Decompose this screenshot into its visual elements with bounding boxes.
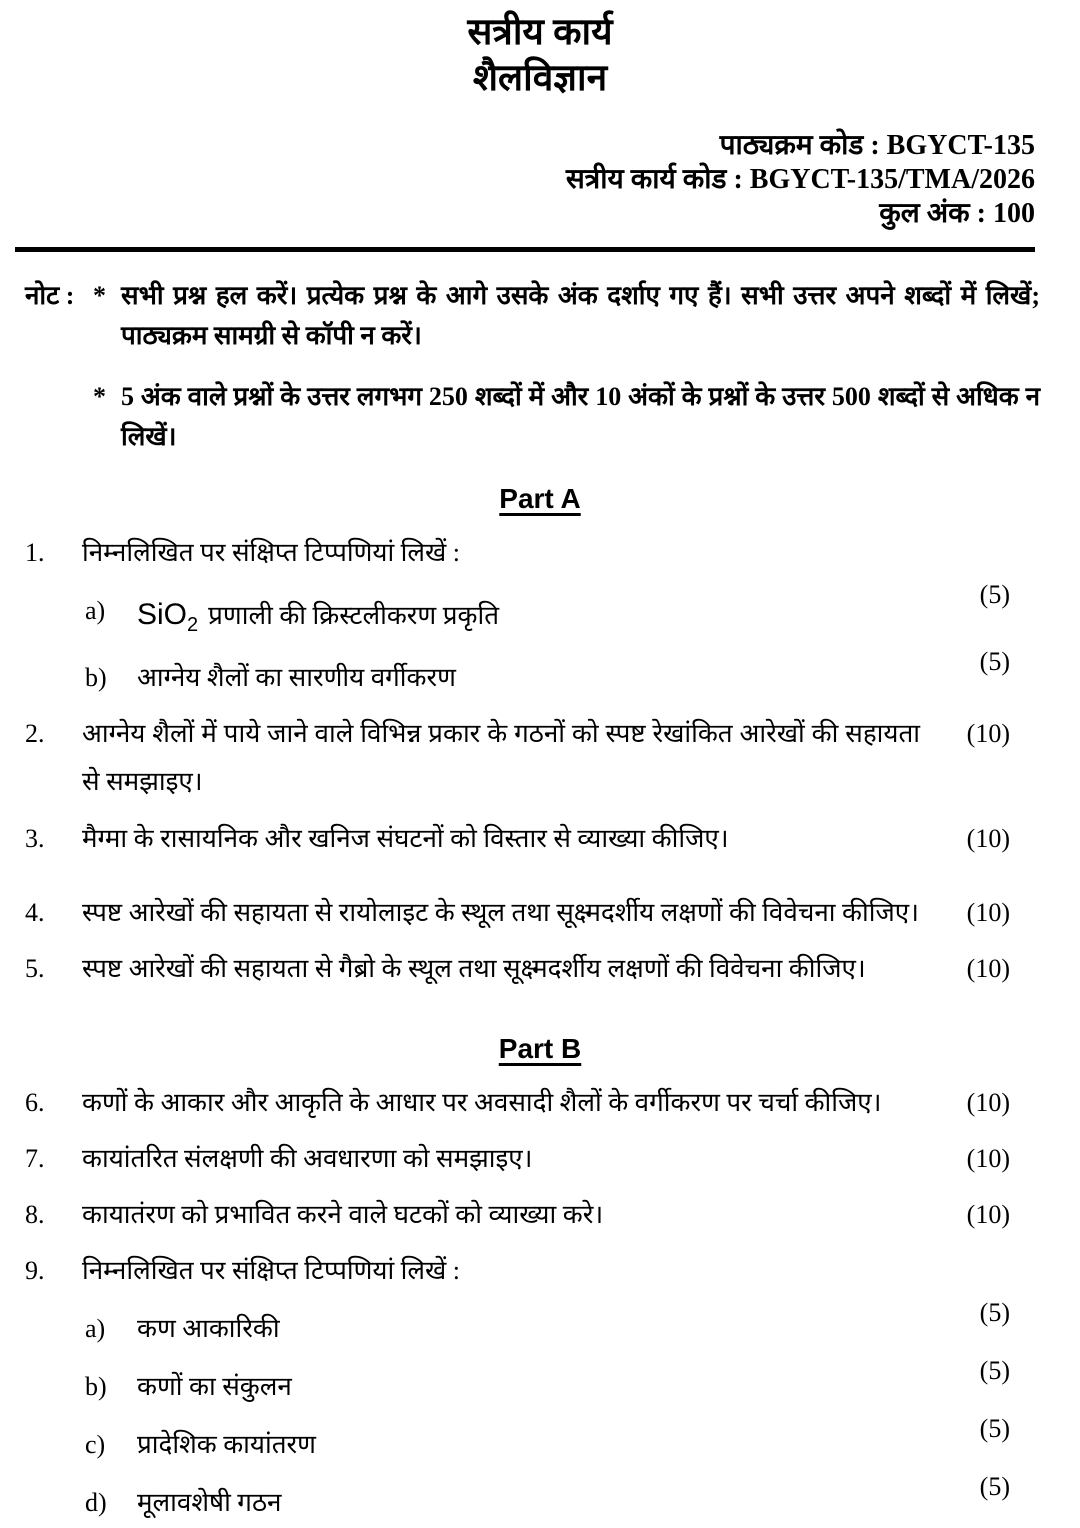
horizontal-rule — [15, 247, 1035, 252]
question-6-text: कणों के आकार और आकृति के आधार पर अवसादी शैलों के वर्गीकरण पर चर्चा कीजिए। — [82, 1087, 882, 1117]
question-5 — [0, 945, 1080, 993]
question-4-text: स्पष्ट आरेखों की सहायता से रायोलाइट के स्थूल तथा सूक्ष्मदर्शीय लक्षणों की विवेचना कीजिए। — [82, 897, 919, 927]
question-7-text: कायांतरित संलक्षणी की अवधारणा को समझाइए। — [82, 1143, 533, 1173]
course-code: पाठ्यक्रम कोड : BGYCT-135 — [719, 129, 1035, 161]
question-4 — [0, 889, 1080, 937]
question-6-number: 6. — [25, 1087, 45, 1117]
total-marks: कुल अंक : 100 — [879, 197, 1035, 229]
question-2-text: आग्नेय शैलों में पाये जाने वाले विभिन्न प्रकार के गठनों को स्पष्ट रेखांकित आरेखों की सहायता से समझाइए। — [82, 719, 920, 797]
chem-formula: SiO$_2$ — [137, 598, 199, 637]
header-codes — [0, 129, 1080, 231]
question-5-number: 5. — [25, 953, 45, 983]
question-9c-letter: c) — [85, 1430, 106, 1460]
question-9d-marks: (5) — [979, 1472, 1010, 1502]
question-4-number: 4. — [25, 897, 45, 927]
question-2-marks: (10) — [966, 719, 1010, 749]
question-1b-marks: (5) — [979, 647, 1010, 677]
question-3-marks: (10) — [966, 823, 1010, 853]
question-9 — [0, 1247, 1080, 1295]
question-9d-text: मूलावशेषी गठन — [137, 1488, 282, 1518]
question-8 — [0, 1191, 1080, 1239]
part-b-heading: Part B — [498, 1032, 582, 1064]
question-6-marks: (10) — [966, 1087, 1010, 1117]
note-bullet-2: * — [93, 381, 106, 411]
question-4-marks: (10) — [966, 897, 1010, 927]
question-7-marks: (10) — [966, 1143, 1010, 1173]
question-1b — [0, 647, 1080, 702]
question-2-number: 2. — [25, 719, 45, 749]
note-text-2: 5 अंक वाले प्रश्नों के उत्तर लगभग 250 शब्दों में और 10 अंकों के प्रश्नों के उत्तर 500 शब्दों से अधिक न लिखें। — [121, 381, 1040, 451]
question-9a-marks: (5) — [979, 1298, 1010, 1328]
question-7 — [0, 1135, 1080, 1183]
question-9-number: 9. — [25, 1256, 45, 1286]
question-9a — [0, 1298, 1080, 1353]
question-2 — [0, 710, 1080, 806]
question-9a-letter: a) — [85, 1314, 106, 1344]
question-3-number: 3. — [25, 823, 45, 853]
note-section — [0, 276, 1080, 457]
question-9c-marks: (5) — [979, 1414, 1010, 1444]
question-8-text: कायातंरण को प्रभावित करने वाले घटकों को व्याख्या करे। — [82, 1200, 604, 1229]
note-label: नोट : — [25, 280, 75, 310]
assignment-code: सत्रीय कार्य कोड : BGYCT-135/TMA/2026 — [565, 163, 1035, 195]
question-5-marks: (10) — [966, 953, 1010, 983]
document-title — [0, 0, 1080, 103]
question-3 — [0, 815, 1080, 863]
title-line-2: शैलविज्ञान — [472, 58, 608, 100]
question-9d-letter: d) — [85, 1488, 107, 1518]
question-5-text: स्पष्ट आरेखों की सहायता से गैब्रो के स्थूल तथा सूक्ष्मदर्शीय लक्षणों की विवेचना कीजिए। — [82, 953, 866, 983]
question-9c — [0, 1414, 1080, 1469]
question-9d — [0, 1472, 1080, 1527]
question-9b-marks: (5) — [979, 1356, 1010, 1386]
question-9b — [0, 1356, 1080, 1411]
note-item-2 — [93, 377, 1040, 458]
question-3-text: मैग्मा के रासायनिक और खनिज संघटनों को विस्तार से व्याख्या कीजिए। — [82, 823, 729, 853]
question-9b-letter: b) — [85, 1372, 107, 1402]
note-item-1 — [25, 276, 1040, 357]
question-1a-text: SiO$_2$ प्रणाली की क्रिस्टलीकरण प्रकृति — [137, 598, 500, 637]
question-9b-text: कणों का संकुलन — [137, 1372, 292, 1402]
question-1-text: निम्नलिखित पर संक्षिप्त टिप्पणियां लिखें : — [82, 538, 461, 568]
note-bullet-1: * — [93, 280, 106, 310]
question-9c-text: प्रादेशिक कायांतरण — [137, 1430, 316, 1460]
question-8-marks: (10) — [966, 1200, 1010, 1229]
question-9-text: निम्नलिखित पर संक्षिप्त टिप्पणियां लिखें : — [82, 1256, 461, 1286]
question-7-number: 7. — [25, 1143, 45, 1173]
question-6 — [0, 1079, 1080, 1127]
title-line-1: सत्रीय कार्य — [467, 12, 613, 53]
question-1 — [0, 529, 1080, 577]
question-9a-text: कण आकारिकी — [137, 1314, 280, 1344]
question-1-number: 1. — [25, 538, 45, 568]
question-1b-letter: b) — [85, 663, 107, 693]
question-1a-marks: (5) — [979, 580, 1010, 610]
note-text-1: सभी प्रश्न हल करें। प्रत्येक प्रश्न के आगे उसके अंक दर्शाए गए हैं। सभी उत्तर अपने शब्दों में लिखें; पाठ्यक्रम सामग्री से कॉपी न करें। — [121, 280, 1040, 351]
question-1a — [0, 580, 1080, 644]
question-1b-text: आग्नेय शैलों का सारणीय वर्गीकरण — [137, 663, 456, 693]
question-1a-letter: a) — [85, 596, 106, 626]
question-8-number: 8. — [25, 1200, 45, 1229]
part-a-heading: Part A — [499, 483, 581, 515]
